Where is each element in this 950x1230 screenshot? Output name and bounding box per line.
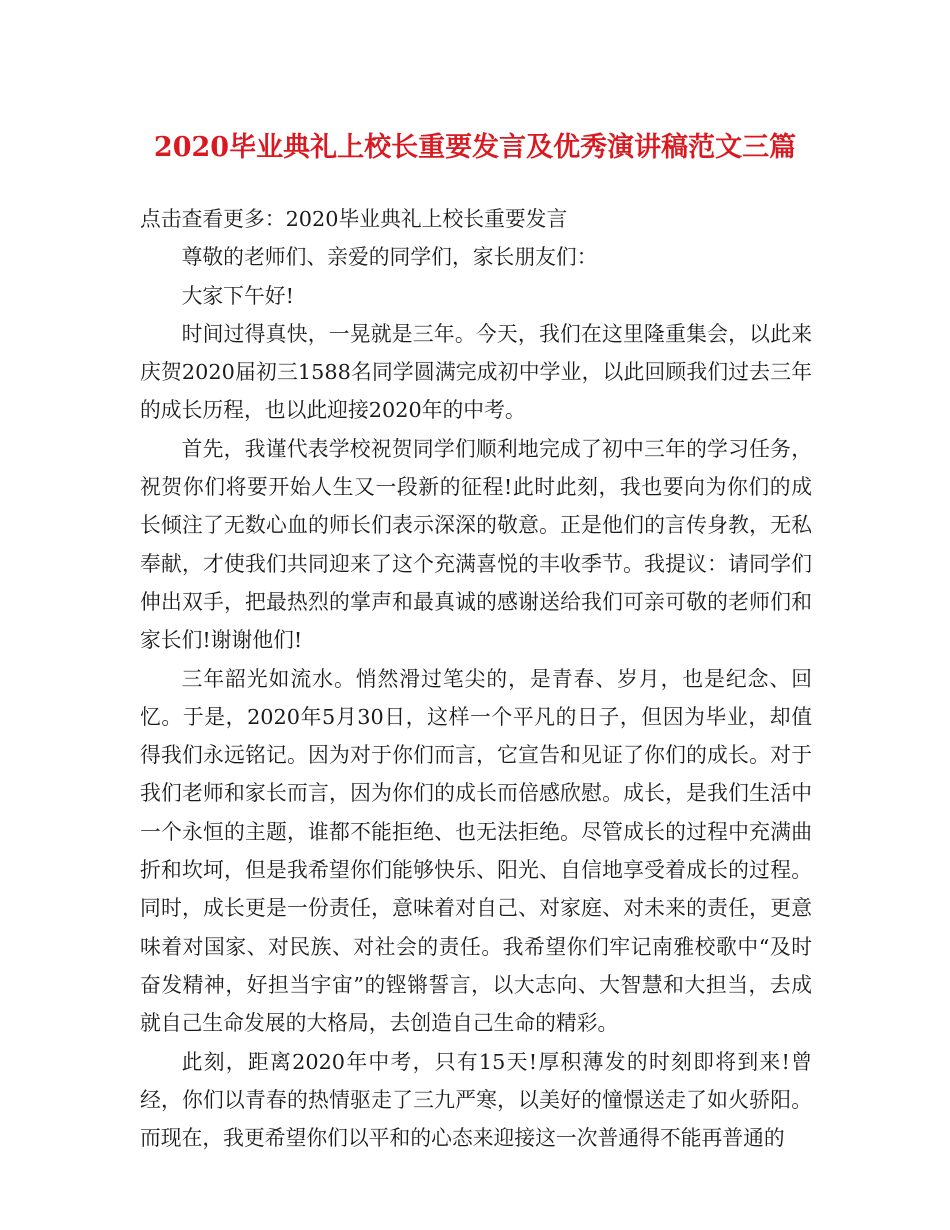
body-paragraph: 三年韶光如流水。悄然滑过笔尖的，是青春、岁月，也是纪念、回忆。于是，2020年5月30日，这样一个平凡的日子，但因为毕业，却值得我们永远铭记。因为对于你们而言，它宣告和见证了你们的成长。对于我们老师和家长而言，因为你们的成长而倍感欣慰。成长，是我们生活中一个永恒的主题，谁都不能拒绝、也无法拒绝。尽管成长的过程中充满曲折和坎坷，但是我希望你们能够快乐、阳光、自信地享受着成长的过程。同时，成长更是一份责任，意味着对自己、对家庭、对未来的责任，更意味着对国家、对民族、对社会的责任。我希望你们牢记南雅校歌中“及时奋发精神，好担当宇宙”的铿锵誓言，以大志向、大智慧和大担当，去成就自己生命发展的大格局，去创造自己生命的精彩。 <box>140 666 812 1036</box>
salutation-paragraph: 尊敬的老师们、亲爱的同学们，家长朋友们： <box>181 245 598 270</box>
document-title: 2020毕业典礼上校长重要发言及优秀演讲稿范文三篇 <box>153 132 797 163</box>
document-body <box>140 200 812 1157</box>
more-link-paragraph: 点击查看更多：2020毕业典礼上校长重要发言 <box>140 207 568 231</box>
body-paragraph: 时间过得真快，一晃就是三年。今天，我们在这里隆重集会，以此来庆贺2020届初三1588名同学圆满完成初中学业，以此回顾我们过去三年的成长历程，也以此迎接2020年的中考。 <box>140 321 812 423</box>
greeting-paragraph: 大家下午好! <box>181 283 294 308</box>
body-paragraph: 首先，我谨代表学校祝贺同学们顺利地完成了初中三年的学习任务，祝贺你们将要开始人生又一段新的征程!此时此刻，我也要向为你们的成长倾注了无数心血的师长们表示深深的敬意。正是他们的言传身教，无私奉献，才使我们共同迎来了这个充满喜悦的丰收季节。我提议：请同学们伸出双手，把最热烈的掌声和最真诚的感谢送给我们可亲可敬的老师们和家长们!谢谢他们! <box>140 436 812 653</box>
body-paragraph: 此刻，距离2020年中考，只有15天!厚积薄发的时刻即将到来!曾经，你们以青春的热情驱走了三九严寒，以美好的憧憬送走了如火骄阳。而现在，我更希望你们以平和的心态来迎接这一次普通得不能再普通的 <box>140 1049 812 1151</box>
